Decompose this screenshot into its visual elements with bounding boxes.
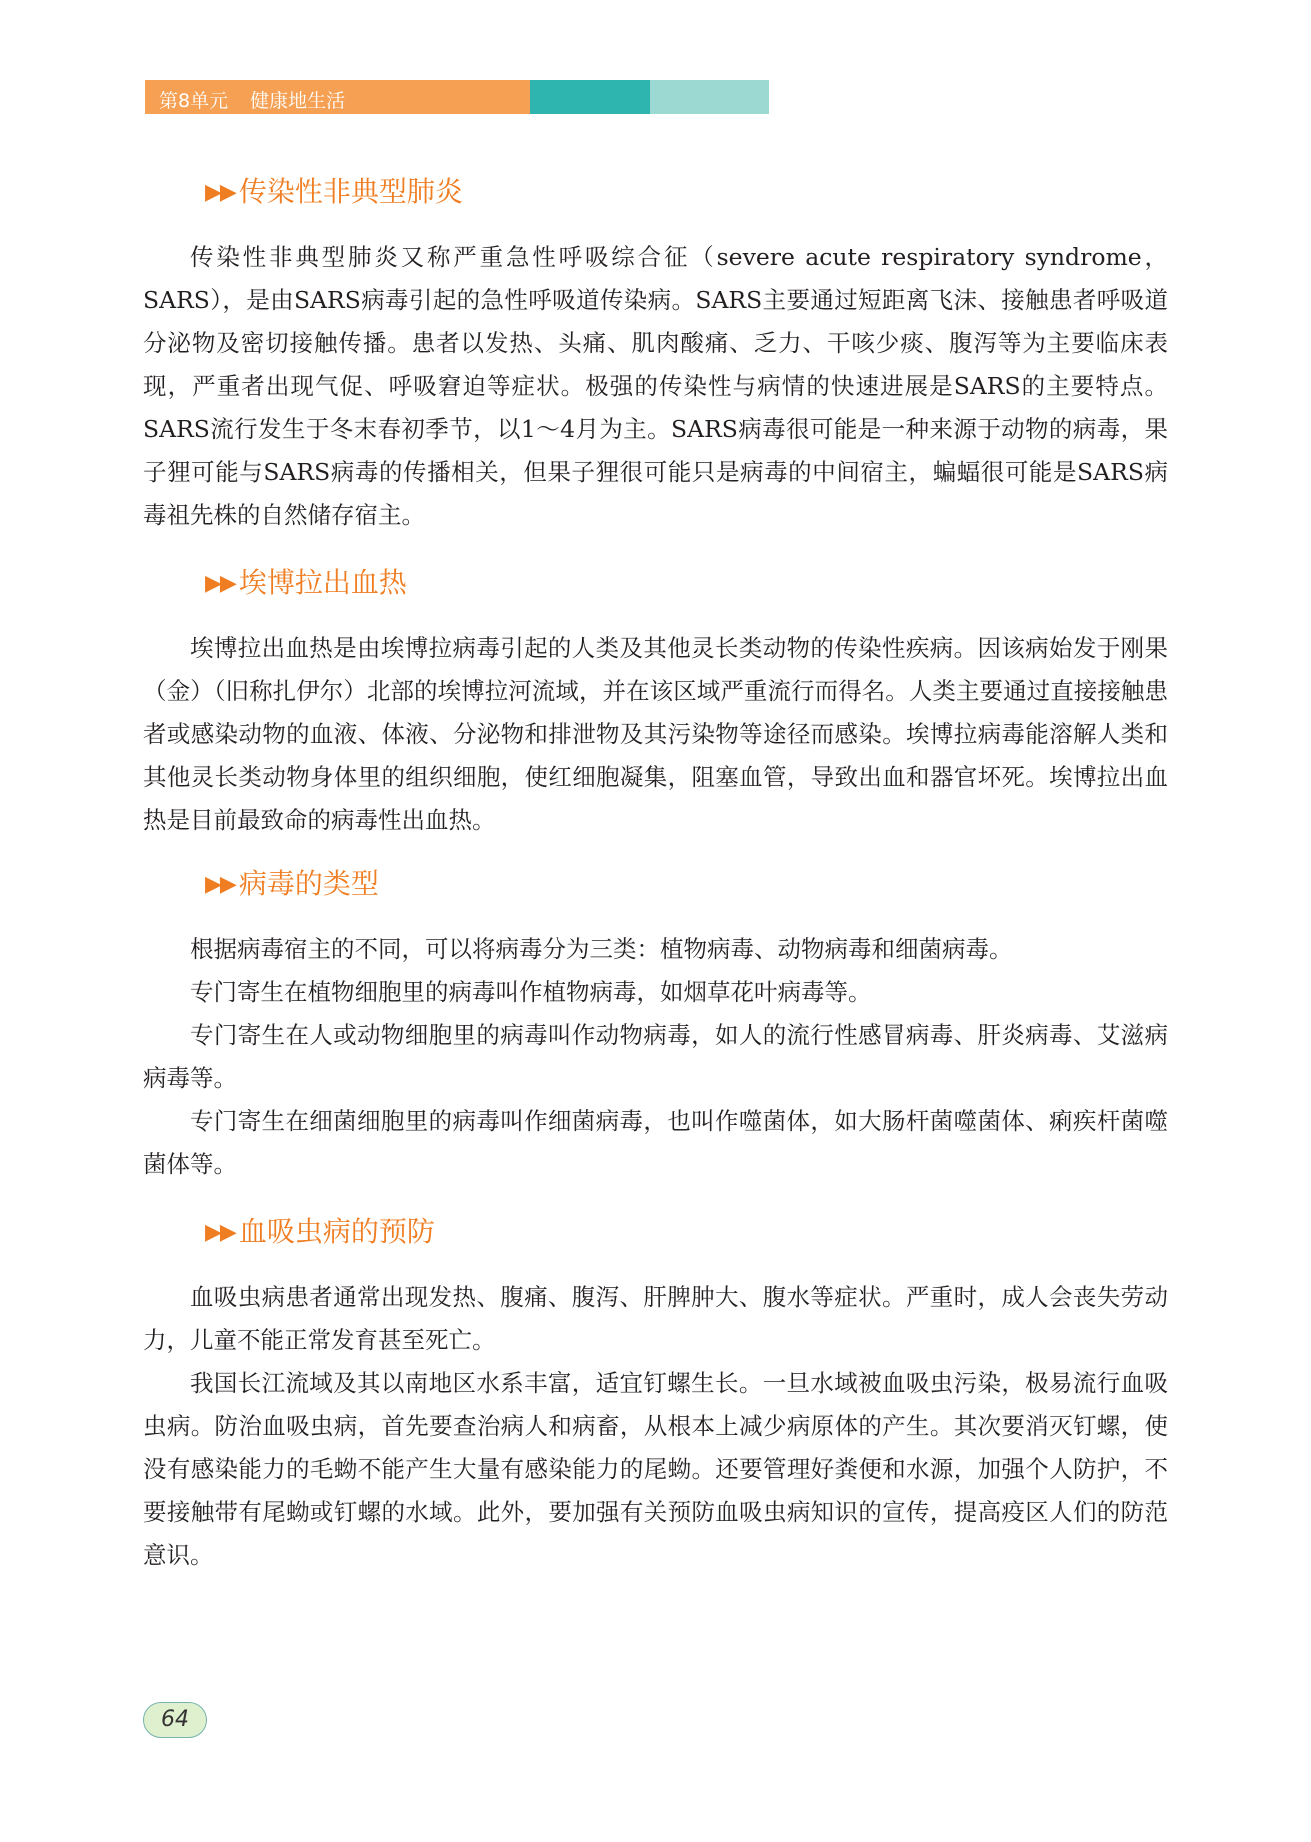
paragraph: 专门寄生在细菌细胞里的病毒叫作细菌病毒，也叫作噬菌体，如大肠杆菌噬菌体、痢疾杆菌噬菌体等。 [143, 1107, 1168, 1178]
page-content [143, 172, 1168, 1577]
paragraph: 埃博拉出血热是由埃博拉病毒引起的人类及其他灵长类动物的传染性疾病。因该病始发于刚果（金）（旧称扎伊尔）北部的埃博拉河流域，并在该区域严重流行而得名。人类主要通过直接接触患者或感染动物的血液、体液、分泌物和排泄物及其污染物等途径而感染。埃博拉病毒能溶解人类和其他灵长类动物身体里的组织细胞，使红细胞凝集，阻塞血管，导致出血和器官坏死。埃博拉出血热是目前最致命的病毒性出血热。 [143, 634, 1168, 834]
section-title-schistosomiasis [205, 1212, 1168, 1252]
double-arrow-icon: ▶▶ [205, 180, 235, 205]
section-title-text: 埃博拉出血热 [238, 566, 407, 599]
header-band-teal-dark [530, 80, 650, 114]
double-arrow-icon: ▶▶ [205, 571, 235, 596]
header-text [159, 86, 367, 113]
chapter-header [145, 80, 769, 114]
paragraph: 专门寄生在人或动物细胞里的病毒叫作动物病毒，如人的流行性感冒病毒、肝炎病毒、艾滋病病毒等。 [143, 1021, 1168, 1092]
unit-title: 健康地生活 [250, 90, 346, 112]
paragraph: 我国长江流域及其以南地区水系丰富，适宜钉螺生长。一旦水域被血吸虫污染，极易流行血吸虫病。防治血吸虫病，首先要查治病人和病畜，从根本上减少病原体的产生。其次要消灭钉螺，使没有感染能力的毛蚴不能产生大量有感染能力的尾蚴。还要管理好粪便和水源，加强个人防护，不要接触带有尾蚴或钉螺的水域。此外，要加强有关预防血吸虫病知识的宣传，提高疫区人们的防范意识。 [143, 1369, 1168, 1569]
paragraph: 传染性非典型肺炎又称严重急性呼吸综合征（severe acute respiratory syndrome，SARS），是由SARS病毒引起的急性呼吸道传染病。SARS主要通过短距离飞沫、接触患者呼吸道分泌物及密切接触传播。患者以发热、头痛、肌肉酸痛、乏力、干咳少痰、腹泻等为主要临床表现，严重者出现气促、呼吸窘迫等症状。极强的传染性与病情的快速进展是SARS的主要特点。SARS流行发生于冬末春初季节，以1～4月为主。SARS病毒很可能是一种来源于动物的病毒，果子狸可能与SARS病毒的传播相关，但果子狸很可能只是病毒的中间宿主，蝙蝠很可能是SARS病毒祖先株的自然储存宿主。 [143, 243, 1168, 529]
paragraph: 专门寄生在植物细胞里的病毒叫作植物病毒，如烟草花叶病毒等。 [190, 978, 872, 1006]
header-band-teal-light [650, 80, 769, 114]
section-title-text: 病毒的类型 [238, 867, 379, 900]
section-title-virus-types [205, 864, 1168, 904]
section-title-sars [205, 172, 1168, 212]
section-title-text: 传染性非典型肺炎 [238, 175, 463, 208]
double-arrow-icon: ▶▶ [205, 1220, 235, 1245]
paragraph: 血吸虫病患者通常出现发热、腹痛、腹泻、肝脾肿大、腹水等症状。严重时，成人会丧失劳动力，儿童不能正常发育甚至死亡。 [143, 1283, 1168, 1354]
section-title-text: 血吸虫病的预防 [238, 1215, 435, 1248]
section-title-ebola [205, 563, 1168, 603]
unit-label: 第8单元 [159, 90, 229, 112]
page-number: 64 [143, 1702, 207, 1738]
double-arrow-icon: ▶▶ [205, 872, 235, 897]
paragraph: 根据病毒宿主的不同，可以将病毒分为三类：植物病毒、动物病毒和细菌病毒。 [190, 935, 1013, 963]
